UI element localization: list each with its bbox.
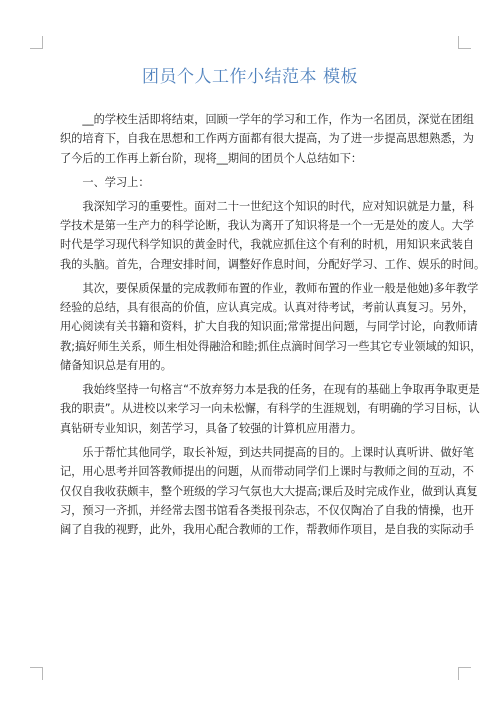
text-line: 经验的总结，具有很高的价值，应认真完成。认真对待考试，考前认真复习。另外， [60,301,474,315]
text-line: 我的头脑。首先，合理安排时间，调整好作息时间，分配好学习、工作、娱乐的时间。 [60,257,486,271]
text-line: 阔了自我的视野，此外，我用心配合教师的工作，帮教师作项目，是自我的实际动手 [60,523,474,537]
section-heading-study [60,173,440,192]
text-line: 了今后的工作再上新台阶，现将__期间的团员个人总结如下： [60,151,363,165]
text-line: 习，预习一齐抓，并经常去图书馆看各类报刊杂志，不仅仅陶冶了自我的情操，也开 [60,503,474,517]
document-title: 团员个人工作小结范本 模板 [142,67,358,87]
paragraph-helping-classmates [60,443,478,540]
document-body [60,110,486,540]
text-line: 学技术是第一生产力的科学论断，我认为离开了知识将是一个一无是处的废人。大学 [60,218,474,232]
text-line: 用心阅读有关书籍和资料，扩大自我的知识面;常常提出问题，与同学讨论，向教师请 [60,320,478,334]
text-line: 其次，要保质保量的完成教师布置的作业，教师布置的作业一般是他她)多年教学 [60,281,479,295]
paragraph-motto [60,380,480,438]
text-line: 乐于帮忙其他同学，取长补短，到达共同提高的目的。上课时认真听讲、做好笔 [60,445,474,459]
crop-mark-top-left [30,36,43,49]
crop-mark-bottom-left [30,667,43,680]
text-line: 真钻研专业知识，刻苦学习，具备了较强的计算机应用潜力。 [60,421,363,435]
text-line: 我的职责”。从进校以来学习一向未松懈，有科学的生涯规划，有明确的学习目标，认 [60,402,480,416]
text-line: 我始终坚持一句格言“不放弃努力本是我的任务，在现有的基础上争取再争取更是 [60,383,480,397]
paragraph-homework [60,279,482,376]
text-line: 仅仅自我收获颇丰，整个班级的学习气氛也大大提高;课后及时完成作业，做到认真复 [60,484,478,498]
text-line: 时代是学习现代科学知识的黄金时代，我就应抓住这个有利的时机，用知识来武装自 [60,238,474,252]
text-line: 织的培育下，自我在思想和工作两方面都有很大提高，为了进一步提高思想熟悉，为 [60,132,474,146]
paragraph-study-importance [60,197,486,275]
crop-mark-bottom-right [458,667,471,680]
text-line: 记，用心思考并回答教师提出的问题，从而带动同学们上课时与教师之间的互动，不 [60,465,474,479]
text-line: 储备知识总是有用的。 [60,359,172,373]
text-line: 一、学习上： [60,175,150,189]
text-line: 我深知学习的重要性。面对二十一世纪这个知识的时代，应对知识就是力量，科 [60,199,474,213]
paragraph-intro [60,110,474,168]
crop-mark-top-right [458,36,471,49]
text-line: 教;搞好师生关系，师生相处得融洽和睦;抓住点滴时间学习一些其它专业领域的知识， [60,339,482,353]
text-line: __的学校生活即将结束，回顾一学年的学习和工作，作为一名团员，深觉在团组 [60,113,474,126]
